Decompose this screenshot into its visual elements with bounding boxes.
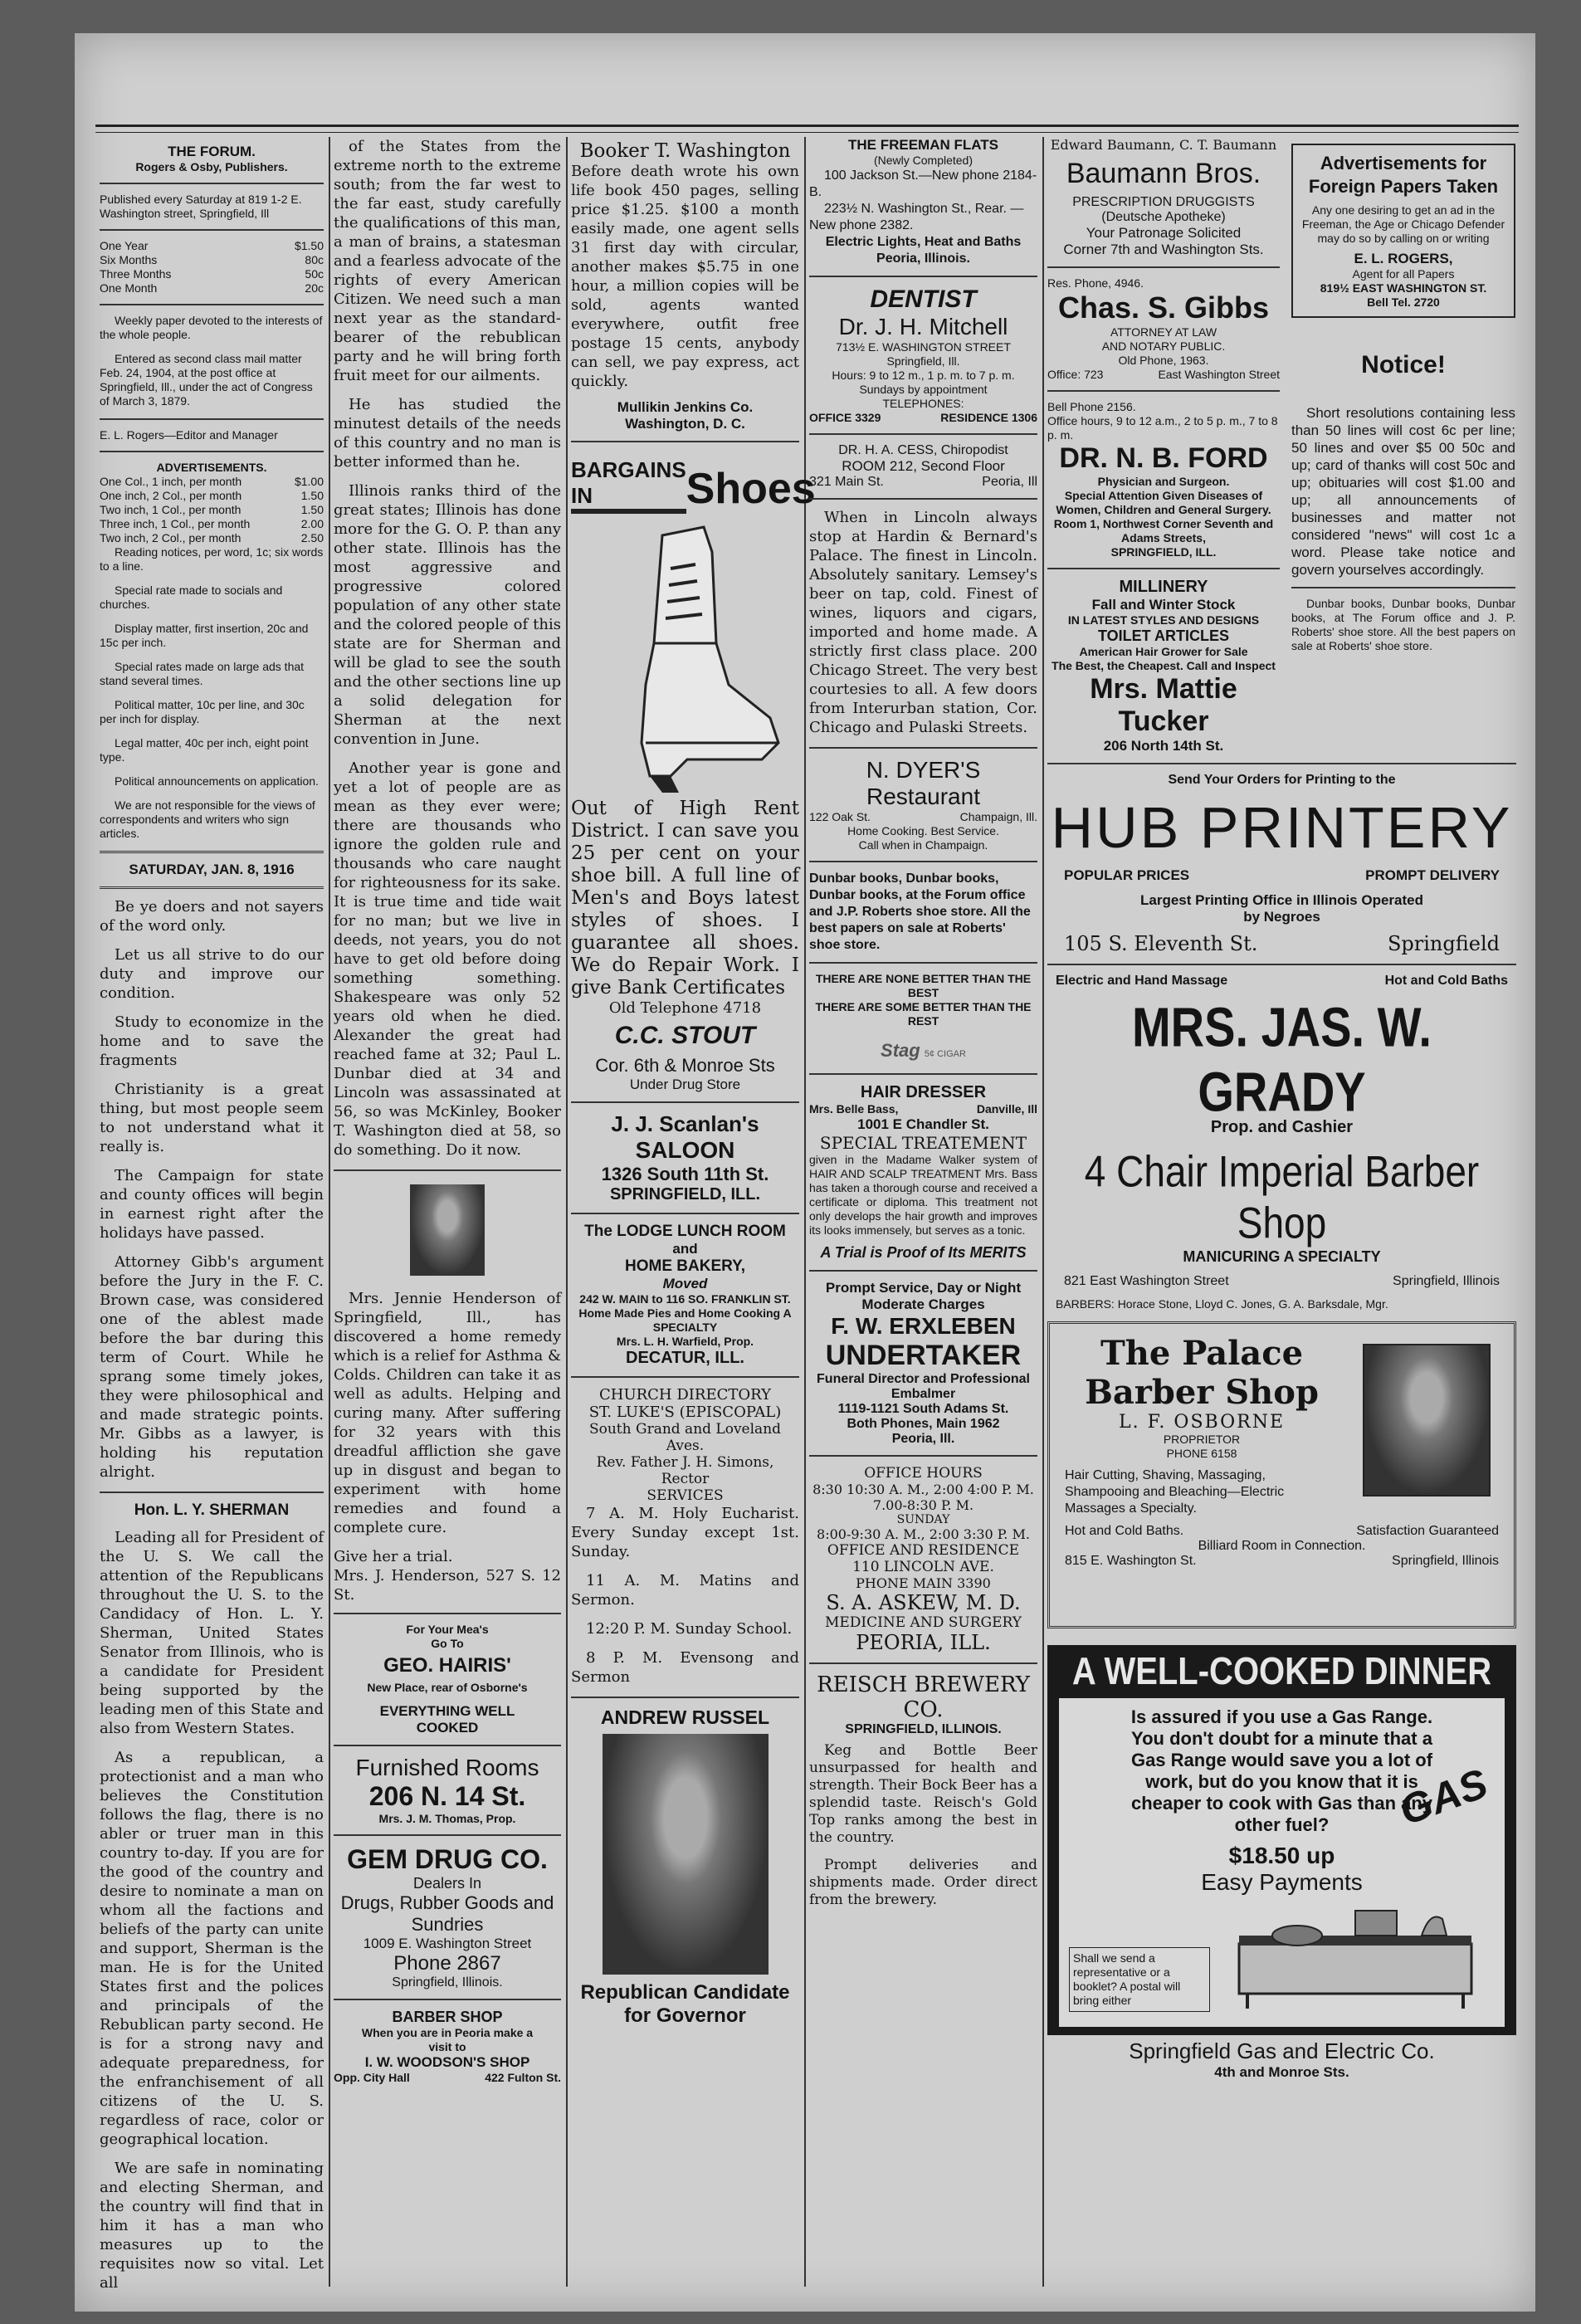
newspaper-page <box>75 33 1535 2312</box>
gem-title: GEM DRUG CO. <box>347 1844 548 1874</box>
freeman-new: (Newly Completed) <box>873 154 973 167</box>
askew-office: OFFICE AND RESIDENCE <box>827 1542 1020 1559</box>
advertisement-note: Legal matter, 40c per inch, eight point type. <box>100 736 309 764</box>
mitchell-telephones: TELEPHONES: <box>882 397 964 410</box>
stout-under: Under Drug Store <box>629 1077 741 1092</box>
foreign-name: E. L. ROGERS, <box>1354 251 1453 266</box>
rooms-prop: Mrs. J. M. Thomas, Prop. <box>378 1812 516 1825</box>
hair-special: SPECIAL TREATEMENT <box>819 1133 1027 1153</box>
millinery-address: 206 North 14th St. <box>1103 738 1224 754</box>
barber-when: When you are in Peoria make a visit to <box>361 2026 534 2053</box>
pub-info: Published every Saturday at 819 1-2 E. Washington street, Springfield, Ill <box>100 193 302 220</box>
advertisement-note: Special rates made on large ads that stand several times. <box>100 660 305 687</box>
foreign-papers-ad <box>1291 144 1515 318</box>
freeman-rear: 223½ N. Washington St., Rear. —New phone 2382. <box>809 202 1024 232</box>
gas-ad <box>1047 1645 1516 2035</box>
advertisement-note: Reading notices, per word, 1c; six words to a line. <box>100 545 324 573</box>
ford-name: DR. N. B. FORD <box>1059 442 1268 474</box>
ford-bell: Bell Phone 2156. <box>1047 400 1136 413</box>
millinery-title: MILLINERY <box>1119 578 1208 596</box>
advertisement-note: Display matter, first insertion, 20c and 15c per inch. <box>100 622 309 649</box>
sherman-heading: Hon. L. Y. SHERMAN <box>134 1501 290 1519</box>
askew-hours-title: OFFICE HOURS <box>864 1465 983 1482</box>
dentist-label: DENTIST <box>870 286 977 313</box>
advertisement-notes <box>100 545 324 841</box>
mitchell-city: Springfield, Ill. <box>886 354 960 368</box>
palace-city: Springfield, Illinois <box>1392 1554 1499 1568</box>
hub-prompt: PROMPT DELIVERY <box>1365 867 1500 883</box>
cess-room: ROOM 212, Second Floor <box>842 458 1005 474</box>
erxleben-name: F. W. ERXLEBEN <box>831 1313 1016 1339</box>
hair-heading: HAIR DRESSER <box>860 1083 987 1101</box>
advertisement-rate-row: One Col., 1 inch, per month $1.00 <box>100 475 324 488</box>
entered-notice: Entered as second class mail matter Feb. 24, 1904, at the post office at Springfield, Ill., under the act of Congress of March 3, 1879. <box>100 352 313 408</box>
saloon-city: SPRINGFIELD, ILL. <box>609 1185 761 1204</box>
askew-hours-3: 8:00-9:30 A. M., 2:00 3:30 P. M. <box>817 1526 1030 1542</box>
column-1 <box>100 137 324 2292</box>
editorial-paragraph: Attorney Gibb's argument before the Jury in the F. C. Brown case, was considered one of the ablest made before the bar during this term of Court. While he sprang some timely jokes, they were philosophical and and made strategic points. Mr. Gibbs as a lawyer, is holding his reputation alright. <box>100 1253 324 1481</box>
foreign-tel: Bell Tel. 2720 <box>1367 295 1440 309</box>
palace-title-2: Barber Shop <box>1085 1373 1319 1412</box>
russel-portrait <box>603 1734 769 1975</box>
editorial-paragraph: Study to economize in the home and to save the fragments <box>100 1013 324 1069</box>
grady-electric: Electric and Hand Massage <box>1056 974 1228 988</box>
ford-physician: Physician and Surgeon. <box>1097 475 1230 488</box>
freeman-electric: Electric Lights, Heat and Baths Peoria, Illinois. <box>825 235 1022 266</box>
lodge-city: DECATUR, ILL. <box>626 1349 744 1367</box>
freeman-title: THE FREEMAN FLATS <box>847 137 998 153</box>
foreign-heading: Advertisements for Foreign Papers Taken <box>1308 153 1499 197</box>
erxleben-moderate: Moderate Charges <box>861 1296 985 1312</box>
advertisement-rate-row: Three inch, 1 Col., per month 2.00 <box>100 517 324 530</box>
church-address: South Grand and Loveland Aves. <box>588 1421 782 1454</box>
btw-body: Before death wrote his own life book 450 pages, selling price $1.25. $100 a month easily made, one agent sells 31 first day with circular, another makes $5.75 in one hour, a million copies will be sold, agents wanted everywhere, outfit free postage 15 cents, anybody can sell, we pay express, act quickly. <box>571 163 799 390</box>
millinery-hair: American Hair Grower for Sale <box>1079 645 1248 658</box>
gem-phone: Phone 2867 <box>393 1952 501 1975</box>
column-rule <box>1042 137 1044 2287</box>
mitchell-office: OFFICE 3329 <box>809 411 881 424</box>
hair-body: given in the Madame Walker system of HAIR AND SCALP TREATMENT Mrs. Bass has taken a thorough course and received a certificate or diploma. This treatment not only develops the hair growth and improves its looks immensely, but serves as a tonic. <box>809 1153 1037 1237</box>
btw-company: Mullikin Jenkins Co. <box>617 399 754 415</box>
cess-name: DR. H. A. CESS, Chiropodist <box>838 443 1008 457</box>
russel-caption-1: Republican Candidate <box>580 1981 790 2004</box>
henderson-portrait <box>410 1184 485 1276</box>
article-paragraph: Illinois ranks third of the great states; Illinois has done more for the G. O. P. than any other state. Illinois has the most aggressive and progressive colored population of any other state and the colored people of this state are for Sherman and will be glad to see the south and the other sections line up a solid delegation for Sherman at the next convention in June. <box>334 482 561 748</box>
sherman-article-continued <box>334 137 561 1160</box>
barber-address: 422 Fulton St. <box>485 2071 561 2084</box>
article-paragraph: He has studied the minutest details of the needs of this country and no man is better informed than he. <box>334 396 561 471</box>
ford-hours: Office hours, 9 to 12 a.m., 2 to 5 p. m., 7 to 8 p. m. <box>1047 414 1278 442</box>
hub-popular: POPULAR PRICES <box>1064 867 1190 883</box>
hub-city: Springfield <box>1387 932 1500 955</box>
askew-hours-2: 7.00-8:30 P. M. <box>872 1497 974 1513</box>
gibbs-phone: Res. Phone, 4946. <box>1047 276 1144 290</box>
church-service-time: 7 A. M. Holy Eucharist. Every Sunday except 1st. Sunday. <box>571 1505 799 1560</box>
sherman-article <box>100 1528 324 2292</box>
dyer-name: N. DYER'S <box>866 757 981 783</box>
hairis-line1: For Your Mea's <box>406 1623 489 1636</box>
foreign-body: Any one desiring to get an ad in the Freeman, the Age or Chicago Defender may do so by calling on or writing <box>1301 203 1505 245</box>
henderson-ad: Mrs. Jennie Henderson of Springfield, Ill., has discovered a home remedy which is a relief for Asthma & Colds. Children can take it as well as adults. Helping and curing many. After suffering for 32 years with this dreadful affliction she gave up in disgust and began to experiment with home remedies and found a complete cure. <box>334 1290 561 1536</box>
lodge-and: and <box>672 1241 698 1257</box>
gas-easy: Easy Payments <box>1201 1869 1363 1895</box>
gem-dealers: Dealers In <box>412 1875 482 1892</box>
gas-company: Springfield Gas and Electric Co. <box>1129 2038 1435 2063</box>
millinery-name: Mrs. Mattie Tucker <box>1090 673 1237 737</box>
subscription-rate-row: One Month 20c <box>100 281 324 295</box>
ford-city: SPRINGFIELD, ILL. <box>1110 545 1217 559</box>
hair-trial: A Trial is Proof of Its MERITS <box>820 1244 1027 1261</box>
scanlan-name: J. J. Scanlan's <box>611 1111 759 1136</box>
ford-room: Room 1, Northwest Corner Seventh and Adams Streets, <box>1053 517 1274 544</box>
advertisement-rate-row: Two inch, 2 Col., per month 2.50 <box>100 531 324 544</box>
editorial-paragraph: Christianity is a great thing, but most people seem to not understand what it really is. <box>100 1081 324 1155</box>
mitchell-residence: RESIDENCE 1306 <box>940 411 1037 424</box>
ford-special: Special Attention Given Diseases of Women, Children and General Surgery. <box>1056 489 1271 516</box>
subscription-rate-row: Three Months 50c <box>100 267 324 281</box>
column-rule <box>329 137 330 2287</box>
erxleben-city: Peoria, Ill. <box>891 1432 955 1446</box>
barber-opp: Opp. City Hall <box>334 2071 410 2084</box>
saloon-address: 1326 South 11th St. <box>601 1164 769 1184</box>
hairis-line2: Go To <box>431 1637 464 1650</box>
henderson-trial: Give her a trial. <box>334 1548 453 1565</box>
none-better-1: THERE ARE NONE BETTER THAN THE BEST <box>815 972 1032 999</box>
reisch-city: SPRINGFIELD, ILLINOIS. <box>845 1722 1002 1736</box>
palace-phone: PHONE 6158 <box>1166 1447 1237 1460</box>
erxleben-prompt: Prompt Service, Day or Night <box>825 1280 1022 1296</box>
hair-city: Danville, Ill <box>976 1102 1037 1116</box>
lodge-pies: Home Made Pies and Home Cooking A SPECIALTY <box>578 1306 792 1334</box>
gibbs-attorney: ATTORNEY AT LAW <box>1110 325 1217 339</box>
reisch-name: REISCH BREWERY CO. <box>817 1672 1030 1722</box>
askew-city: PEORIA, ILL. <box>856 1631 991 1654</box>
article-paragraph: Another year is gone and yet a lot of people are as mean as they ever were; there are thousands who ignore the golden rule and thousands who care naught for righteousness for its sake. It is true time and tide wait for no man; but we live in deeds, not years, you do not have to get old before doing something something. Shakespeare was only 52 years old when he died. Alexander the great had reached fame at 32; Paul L. Dunbar died at 34 and Lincoln was assassinated at 56, so was McKinley, Booker T. Washington died at 58, so do something. Do it now. <box>334 759 561 1159</box>
church-times <box>571 1504 799 1687</box>
advertisement-note: Political announcements on application. <box>115 774 319 788</box>
hub-title: HUB PRINTERY <box>1051 795 1513 860</box>
palace-address: 815 E. Washington St. <box>1065 1554 1197 1568</box>
gas-price: $18.50 up <box>1228 1843 1335 1868</box>
publishers: Rogers & Osby, Publishers. <box>135 160 288 173</box>
lodge-prop: Mrs. L. H. Warfield, Prop. <box>616 1335 754 1348</box>
gibbs-old-phone: Old Phone, 1963. <box>1118 354 1209 367</box>
millinery-latest: IN LATEST STYLES AND DESIGNS <box>1067 613 1260 627</box>
baumann-patronage: Your Patronage Solicited <box>1086 225 1242 241</box>
church-service-time: 11 A. M. Matins and Sermon. <box>571 1572 799 1609</box>
sherman-paragraph: We are safe in nominating and electing Sherman, and the country will find that in him it has a man who measures up to the requisites now so vital. Let all <box>100 2160 324 2292</box>
baumann-rx: PRESCRIPTION DRUGGISTS <box>1072 195 1255 209</box>
bargains-label: BARGAINS IN <box>571 457 686 514</box>
grady-baths: Hot and Cold Baths <box>1384 974 1508 988</box>
gem-address: 1009 E. Washington Street <box>363 1936 532 1951</box>
hub-by: by Negroes <box>1243 909 1320 925</box>
notice-body: Short resolutions containing less than 50 lines will cost 6c per line; 50 lines and over $5 00 50c and up; card of thanks will cost 50c and up; obituaries will cost $1.00 and up; all announcements of businesses and matter not considered "news" will cost 1c a word. Please take notice and govern yourselves accordingly. <box>1291 405 1515 578</box>
masthead: THE FORUM. <box>168 144 256 159</box>
none-better-2: THERE ARE SOME BETTER THAN THE REST <box>815 1000 1032 1028</box>
barber-name: I. W. WOODSON'S SHOP <box>364 2054 530 2070</box>
editor-line: E. L. Rogers—Editor and Manager <box>100 428 278 442</box>
gibbs-name: Chas. S. Gibbs <box>1057 290 1270 325</box>
column-4 <box>809 137 1037 2287</box>
erxleben-funeral: Funeral Director and Professional Embalmer <box>817 1372 1030 1401</box>
palace-billiard: Billiard Room in Connection. <box>1198 1539 1366 1553</box>
column-rule <box>804 137 806 2287</box>
saloon-title: SALOON <box>635 1137 735 1163</box>
hair-name: Mrs. Belle Bass, <box>809 1102 899 1116</box>
palace-title-1: The Palace <box>1100 1334 1304 1373</box>
hair-address: 1001 E Chandler St. <box>857 1116 989 1132</box>
grady-prop: Prop. and Cashier <box>1210 1118 1354 1136</box>
church-service-time: 8 P. M. Evensong and Sermon <box>571 1649 799 1686</box>
dunbar-ad: Dunbar books, Dunbar books, Dunbar books, at the Forum office and J.P. Roberts shoe store. All the best papers on sale at Roberts' shoe store. <box>809 872 1031 952</box>
column-5 <box>1047 137 1516 2287</box>
notice-dunbar: Dunbar books, Dunbar books, Dunbar books, at The Forum office and J. P. Roberts' shoe store. All the best papers on sale at Roberts' shoe store. <box>1291 597 1515 652</box>
gas-body: Is assured if you use a Gas Range. You don't doubt for a minute that a Gas Range would save you a lot of work, but do you know that it is cheaper to cook with Gas than any other fuel? <box>1130 1706 1433 1835</box>
palace-body: Hair Cutting, Shaving, Massaging, Shampooing and Bleaching—Electric Massages a Specialty. <box>1065 1468 1285 1516</box>
subscription-rates <box>100 239 324 295</box>
dyer-cooking: Home Cooking. Best Service. <box>847 824 999 837</box>
church-services: SERVICES <box>647 1487 724 1504</box>
gas-range-icon <box>1231 1911 1480 2014</box>
askew-hours-1: 8:30 10:30 A. M., 2:00 4:00 P. M. <box>812 1482 1034 1497</box>
article-paragraph: of the States from the extreme north to the extreme south; from the far west to the far east, study carefully the qualifications of this man, a man of brains, a statesman and a fearless advocate of the rights of every American Citizen. We need such a man next year as the standard-bearer of the rebublican party and he will bring forth fruit meet for our ailments. <box>334 138 561 384</box>
hairis-cooked: EVERYTHING WELL COOKED <box>379 1703 515 1736</box>
baumann-names: Edward Baumann, C. T. Baumann <box>1050 137 1277 153</box>
editorial-paragraphs <box>100 897 324 1482</box>
church-heading: CHURCH DIRECTORY <box>598 1386 772 1404</box>
barber-title: BARBER SHOP <box>392 2009 503 2025</box>
dyer-city: Champaign, Ill. <box>959 810 1037 823</box>
editorial-paragraph: The Campaign for state and county offices will begin in earnest right after the holidays have passed. <box>100 1167 324 1242</box>
baumann-corner: Corner 7th and Washington Sts. <box>1063 242 1264 257</box>
mitchell-address: 713½ E. WASHINGTON STREET <box>836 340 1011 354</box>
mitchell-name: Dr. J. H. Mitchell <box>838 314 1008 339</box>
reisch-body-2: Prompt deliveries and shipments made. Order direct from the brewery. <box>809 1857 1037 1908</box>
top-rule <box>95 124 1519 133</box>
gas-word: GAS <box>1393 1760 1494 1834</box>
paper-description: Weekly paper devoted to the interests of the whole people. <box>100 314 323 341</box>
grady-shop: 4 Chair Imperial Barber Shop <box>1084 1146 1480 1247</box>
lodge-moved: Moved <box>662 1276 708 1291</box>
palace-satisfaction: Satisfaction Guaranteed <box>1356 1524 1499 1538</box>
palace-name: L. F. OSBORNE <box>1118 1412 1285 1433</box>
askew-address: 110 LINCOLN AVE. <box>852 1559 994 1575</box>
dyer-address: 122 Oak St. <box>809 810 871 823</box>
baumann-title: Baumann Bros. <box>1066 158 1261 189</box>
stag-cigar-logo: Stag 5¢ CIGAR <box>881 1040 966 1061</box>
church-service-time: 12:20 P. M. Sunday School. <box>586 1620 793 1638</box>
gibbs-address: East Washington Street <box>1158 368 1280 381</box>
cess-city: Peoria, Ill <box>982 475 1037 489</box>
shoes-label: Shoes <box>686 465 816 513</box>
sherman-paragraph: Leading all for President of the U. S. We call the attention of the Republicans throughout the U. S. to the Candidacy of Hon. L. Y. Sherman, United States Senator from Illinois, who is a candidate for President being supported by the leading men of this State and also from Western States. <box>100 1529 324 1737</box>
grady-name: MRS. JAS. W. GRADY <box>1132 995 1432 1123</box>
henderson-signature: Mrs. J. Henderson, 527 S. 12 St. <box>334 1567 561 1604</box>
stout-phone: Old Telephone 4718 <box>608 999 762 1017</box>
column-rule <box>566 137 568 2287</box>
advertisement-note: Political matter, 10c per line, and 30c per inch for display. <box>100 698 305 725</box>
palace-ad <box>1047 1321 1516 1628</box>
dyer-restaurant: Restaurant <box>866 784 980 809</box>
reisch-body: Keg and Bottle Beer unsurpassed for health and strength. Their Bock Beer has a splendid taste. Reisch's Gold Top ranks among the best in the country. <box>809 1742 1037 1846</box>
advertisement-rate-row: One inch, 2 Col., per month 1.50 <box>100 489 324 502</box>
lodge-bakery: HOME BAKERY, <box>625 1257 745 1275</box>
btw-city: Washington, D. C. <box>625 416 745 432</box>
askew-name: S. A. ASKEW, M. D. <box>826 1591 1021 1614</box>
palace-baths: Hot and Cold Baths. <box>1065 1524 1184 1538</box>
hairis-name: GEO. HAIRIS' <box>383 1654 511 1677</box>
russel-name: ANDREW RUSSEL <box>600 1706 770 1728</box>
grady-city: Springfield, Illinois <box>1393 1274 1500 1288</box>
askew-sunday: SUNDAY <box>896 1513 950 1526</box>
column-3 <box>571 137 816 2287</box>
cess-address: 321 Main St. <box>809 475 884 489</box>
subscription-rate-row: Six Months 80c <box>100 253 324 266</box>
erxleben-phones: Both Phones, Main 1962 <box>847 1417 1000 1431</box>
notice-heading: Notice! <box>1361 351 1446 378</box>
editorial-paragraph: Let us all strive to do our duty and improve our condition. <box>100 946 324 1002</box>
baumann-de: (Deutsche Apotheke) <box>1101 210 1226 224</box>
church-rector: Rev. Father J. H. Simons, Rector <box>596 1454 774 1487</box>
column-2 <box>334 137 561 2287</box>
palace-prop: PROPRIETOR <box>1163 1433 1241 1446</box>
askew-medicine: MEDICINE AND SURGERY <box>824 1614 1022 1631</box>
lodge-address: 242 W. MAIN to 116 SO. FRANKLIN ST. <box>579 1292 791 1306</box>
millinery-best: The Best, the Cheapest. Call and Inspect <box>1052 659 1276 672</box>
lincoln-ad: When in Lincoln always stop at Hardin & Bernard's Palace. The finest in Lincoln. Absolutely sanitary. Lemsey's beer on tap, cold. Finest of wines, liquors and cigars, imported and home made. A strictly first class place. 200 Chicago Street. The very best courtesies to all. A few doors from Interurban station, Cor. Chicago and Pulaski Streets. <box>809 509 1037 736</box>
osborne-portrait <box>1363 1344 1491 1496</box>
freeman-address: 100 Jackson St.—New phone 2184-B. <box>809 168 1037 199</box>
hub-send: Send Your Orders for Printing to the <box>1168 773 1396 787</box>
editorial-paragraph: Be ye doers and not sayers of the word only. <box>100 898 324 935</box>
stout-address: Cor. 6th & Monroe Sts <box>595 1055 775 1076</box>
askew-phone: PHONE MAIN 3390 <box>856 1575 991 1591</box>
stout-name: C.C. STOUT <box>614 1022 756 1049</box>
rooms-title: Furnished Rooms <box>355 1755 539 1780</box>
advertisement-note: Special rate made to socials and churches. <box>100 583 283 611</box>
erxleben-undertaker: UNDERTAKER <box>825 1340 1022 1371</box>
advertisement-note: We are not responsible for the views of correspondents and writers who sign articles. <box>100 798 315 840</box>
millinery-toilet: TOILET ARTICLES <box>1097 627 1229 644</box>
advertisement-rate-row: Two inch, 1 Col., per month 1.50 <box>100 503 324 516</box>
advertisement-rates <box>100 475 324 545</box>
advertisements-heading: ADVERTISEMENTS. <box>156 461 267 474</box>
btw-heading: Booker T. Washington <box>579 140 791 162</box>
gem-city: Springfield, Illinois. <box>392 1975 503 1990</box>
church-name: ST. LUKE'S (EPISCOPAL) <box>588 1404 782 1421</box>
millinery-fall: Fall and Winter Stock <box>1091 597 1236 613</box>
hub-largest: Largest Printing Office in Illinois Operated <box>1140 892 1423 908</box>
lodge-title: The LODGE LUNCH ROOM <box>584 1223 786 1240</box>
sherman-paragraph: As a republican, a protectionist and a man who believes the Constitution follows the flag, there is no abler or truer man in this country to-day. If you are for the good of the country and desire to nominate a man on whom all the factions and beliefs of the party can unite and support, Sherman is the man. He is for the United States first and the polices and principals of the Rebublican party second. He is for a strong navy and adequate preparedness, for the enfranchisement of all citizens of the U. S. regardless of race, color or geographical location. <box>100 1749 324 2148</box>
mitchell-hours: Hours: 9 to 12 m., 1 p. m. to 7 p. m. Sundays by appointment <box>832 369 1015 396</box>
grady-manicuring: MANICURING A SPECIALTY <box>1183 1248 1381 1265</box>
hairis-place: New Place, rear of Osborne's <box>367 1681 528 1694</box>
foreign-address: 819½ EAST WASHINGTON ST. <box>1320 281 1487 295</box>
gas-small: Shall we send a representative or a booklet? A postal will bring either <box>1069 1947 1210 2012</box>
dyer-call: Call when in Champaign. <box>858 838 988 852</box>
grady-address: 821 East Washington Street <box>1064 1274 1229 1288</box>
rooms-address: 206 N. 14 St. <box>368 1781 526 1811</box>
gibbs-office: Office: 723 <box>1047 368 1104 381</box>
stout-body: Out of High Rent District. I can save you 25 per cent on your shoe bill. A full line of Men's and Boys latest styles of shoes. I guarantee all shoes. We do Repair Work. I give Bank Certificates <box>571 798 799 998</box>
foreign-agent: Agent for all Papers <box>1352 267 1455 281</box>
gem-goods: Drugs, Rubber Goods and Sundries <box>340 1892 554 1935</box>
hub-address: 105 S. Eleventh St. <box>1064 932 1258 955</box>
shoe-icon <box>571 519 799 793</box>
gas-heading: A WELL-COOKED DINNER <box>1071 1650 1492 1693</box>
subscription-rate-row: One Year $1.50 <box>100 239 324 252</box>
issue-date: SATURDAY, JAN. 8, 1916 <box>129 862 295 877</box>
grady-barbers: BARBERS: Horace Stone, Lloyd C. Jones, G. A. Barksdale, Mgr. <box>1056 1297 1388 1311</box>
erxleben-address: 1119-1121 South Adams St. <box>837 1402 1009 1416</box>
gas-address: 4th and Monroe Sts. <box>1214 2064 1349 2080</box>
russel-caption-2: for Governor <box>624 2004 746 2027</box>
gibbs-notary: AND NOTARY PUBLIC. <box>1101 339 1226 353</box>
